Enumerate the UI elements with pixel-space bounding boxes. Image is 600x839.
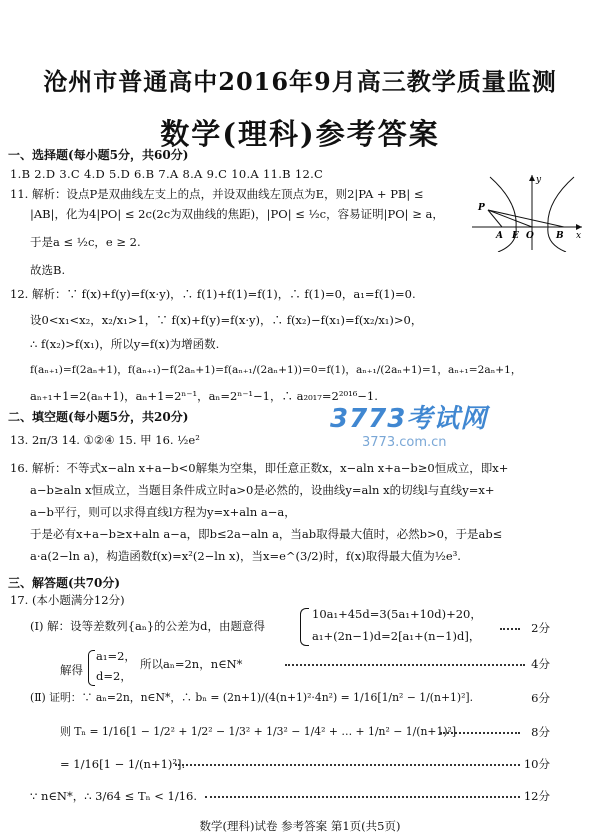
- leader-dots: [175, 764, 520, 766]
- q12-line4: f(aₙ₊₁)=f(2aₙ+1)，f(aₙ₊₁)−f(2aₙ+1)=f(aₙ₊₁/(2aₙ+1))=0=f(1)，aₙ₊₁/(2aₙ+1)=1，aₙ₊₁=2aₙ+1，: [30, 364, 522, 376]
- q17-solve-label: 解得: [60, 663, 83, 677]
- leader-dots: [500, 628, 520, 630]
- choice-answers: 1.B 2.D 3.C 4.D 5.D 6.B 7.A 8.A 9.C 10.A 11.B 12.C: [10, 167, 324, 181]
- leader-dots: [440, 732, 520, 734]
- q11-line2: |AB|，化为4|PO| ≤ 2c(2c为双曲线的焦距)，|PO| ≤ ½c，容易证明|PO| ≥ a，: [30, 207, 444, 221]
- label-x: x: [576, 231, 582, 241]
- page-footer: 数学(理科)试卷 参考答案 第1页(共5页): [199, 819, 401, 833]
- leader-dots: [285, 664, 525, 666]
- score-6: 6分: [531, 691, 550, 705]
- q12-line3: ∴ f(x₂)>f(x₁)，所以y=f(x)为增函数.: [30, 337, 220, 351]
- section-fill-heading: 二、填空题(每小题5分，共20分): [8, 410, 189, 424]
- label-o: O: [526, 231, 534, 241]
- label-p: P: [478, 203, 485, 213]
- score-8: 8分: [531, 725, 550, 739]
- solution-d: d=2，: [96, 669, 132, 683]
- q17-tn-result: = 1/16[1 − 1/(n+1)²].: [60, 757, 186, 771]
- score-10: 10分: [523, 757, 550, 771]
- section-choice-heading: 一、选择题(每小题5分，共60分): [8, 148, 189, 162]
- label-a: A: [496, 231, 503, 241]
- q11-line1: 11. 解析：设点P是双曲线左支上的点，并设双曲线左顶点为E，则2|PA + PB| ≤: [10, 187, 424, 201]
- q17-part1-text: (Ⅰ) 解：设等差数列{aₙ}的公差为d，由题意得: [30, 619, 265, 633]
- x-arrow-icon: [576, 224, 582, 230]
- q17-tn-sum: 则 Tₙ = 1/16[1 − 1/2² + 1/2² − 1/3² + 1/3² − 1/4² + … + 1/n² − 1/(n+1)²]: [60, 725, 457, 738]
- hyperbola-figure: [470, 172, 585, 252]
- q12-line1: 12. 解析：∵ f(x)+f(y)=f(x·y)，∴ f(1)+f(1)=f(1)，∴ f(1)=0，a₁=f(1)=0.: [10, 287, 416, 301]
- q16-line5: a·a(2−ln a)，构造函数f(x)=x²(2−ln x)，当x=e^(3/2)时，f(x)取得最大值为½e³.: [30, 549, 461, 563]
- system-eq2: a₁+(2n−1)d=2[a₁+(n−1)d]，: [312, 629, 481, 643]
- score-2: 2分: [531, 621, 550, 635]
- label-b: B: [556, 231, 564, 241]
- system-brace: [300, 608, 309, 646]
- q16-line1: 16. 解析：不等式x−aln x+a−b<0解集为空集，即任意正数x，x−aln x+a−b≥0恒成立，即x+: [10, 461, 509, 475]
- q17-heading: 17. (本小题满分12分): [10, 593, 125, 607]
- q16-line3: a−b平行，则可以求得直线l方程为y=x+aln a−a，: [30, 505, 296, 519]
- section-solve-heading: 三、解答题(共70分): [8, 576, 121, 590]
- q17-an-formula: 所以aₙ=2n，n∈N*: [140, 657, 243, 671]
- score-4: 4分: [531, 657, 550, 671]
- q17-part2-text: (Ⅱ) 证明：∵ aₙ=2n，n∈N*，∴ bₙ = (2n+1)/(4(n+1)²·4n²) = 1/16[1/n² − 1/(n+1)²].: [30, 691, 474, 704]
- label-y: y: [536, 175, 542, 185]
- watermark-url: 3773.com.cn: [362, 435, 447, 450]
- q11-line3: 于是a ≤ ½c，e ≥ 2.: [30, 235, 141, 249]
- q16-line4: 于是必有x+a−b≥x+aln a−a，即b≤2a−aln a，当ab取得最大值时，必然b>0，于是ab≤: [30, 527, 503, 541]
- q12-line5: aₙ₊₁+1=2(aₙ+1)，aₙ+1=2ⁿ⁻¹，aₙ=2ⁿ⁻¹−1，∴ a₂₀₁₇=2²⁰¹⁶−1.: [30, 389, 378, 403]
- exam-title: 沧州市普通高中2016年9月高三教学质量监测: [43, 67, 557, 96]
- score-12: 12分: [523, 789, 550, 803]
- q12-line2: 设0<x₁<x₂，x₂/x₁>1，∵ f(x)+f(y)=f(x·y)，∴ f(x₂)−f(x₁)=f(x₂/x₁)>0，: [30, 313, 423, 327]
- solution-brace: [88, 650, 95, 686]
- q16-line2: a−b≥aln x恒成立，当题目条件成立时a>0是必然的，设曲线y=aln x的切线l与直线y=x+: [30, 483, 495, 497]
- watermark-brand: 3773考试网: [330, 404, 488, 434]
- y-arrow-icon: [529, 175, 535, 181]
- label-e: E: [512, 231, 519, 241]
- q11-line4: 故选B.: [30, 263, 66, 277]
- fill-answers: 13. 2π/3 14. ①②④ 15. 甲 16. ½e²: [10, 433, 200, 447]
- solution-a1: a₁=2，: [96, 649, 136, 663]
- q17-conclusion: ∵ n∈N*，∴ 3/64 ≤ Tₙ < 1/16.: [30, 789, 198, 803]
- system-eq1: 10a₁+45d=3(5a₁+10d)+20，: [312, 607, 482, 621]
- watermark: [330, 398, 520, 450]
- leader-dots: [205, 796, 520, 798]
- answer-title: 数学(理科)参考答案: [160, 117, 440, 151]
